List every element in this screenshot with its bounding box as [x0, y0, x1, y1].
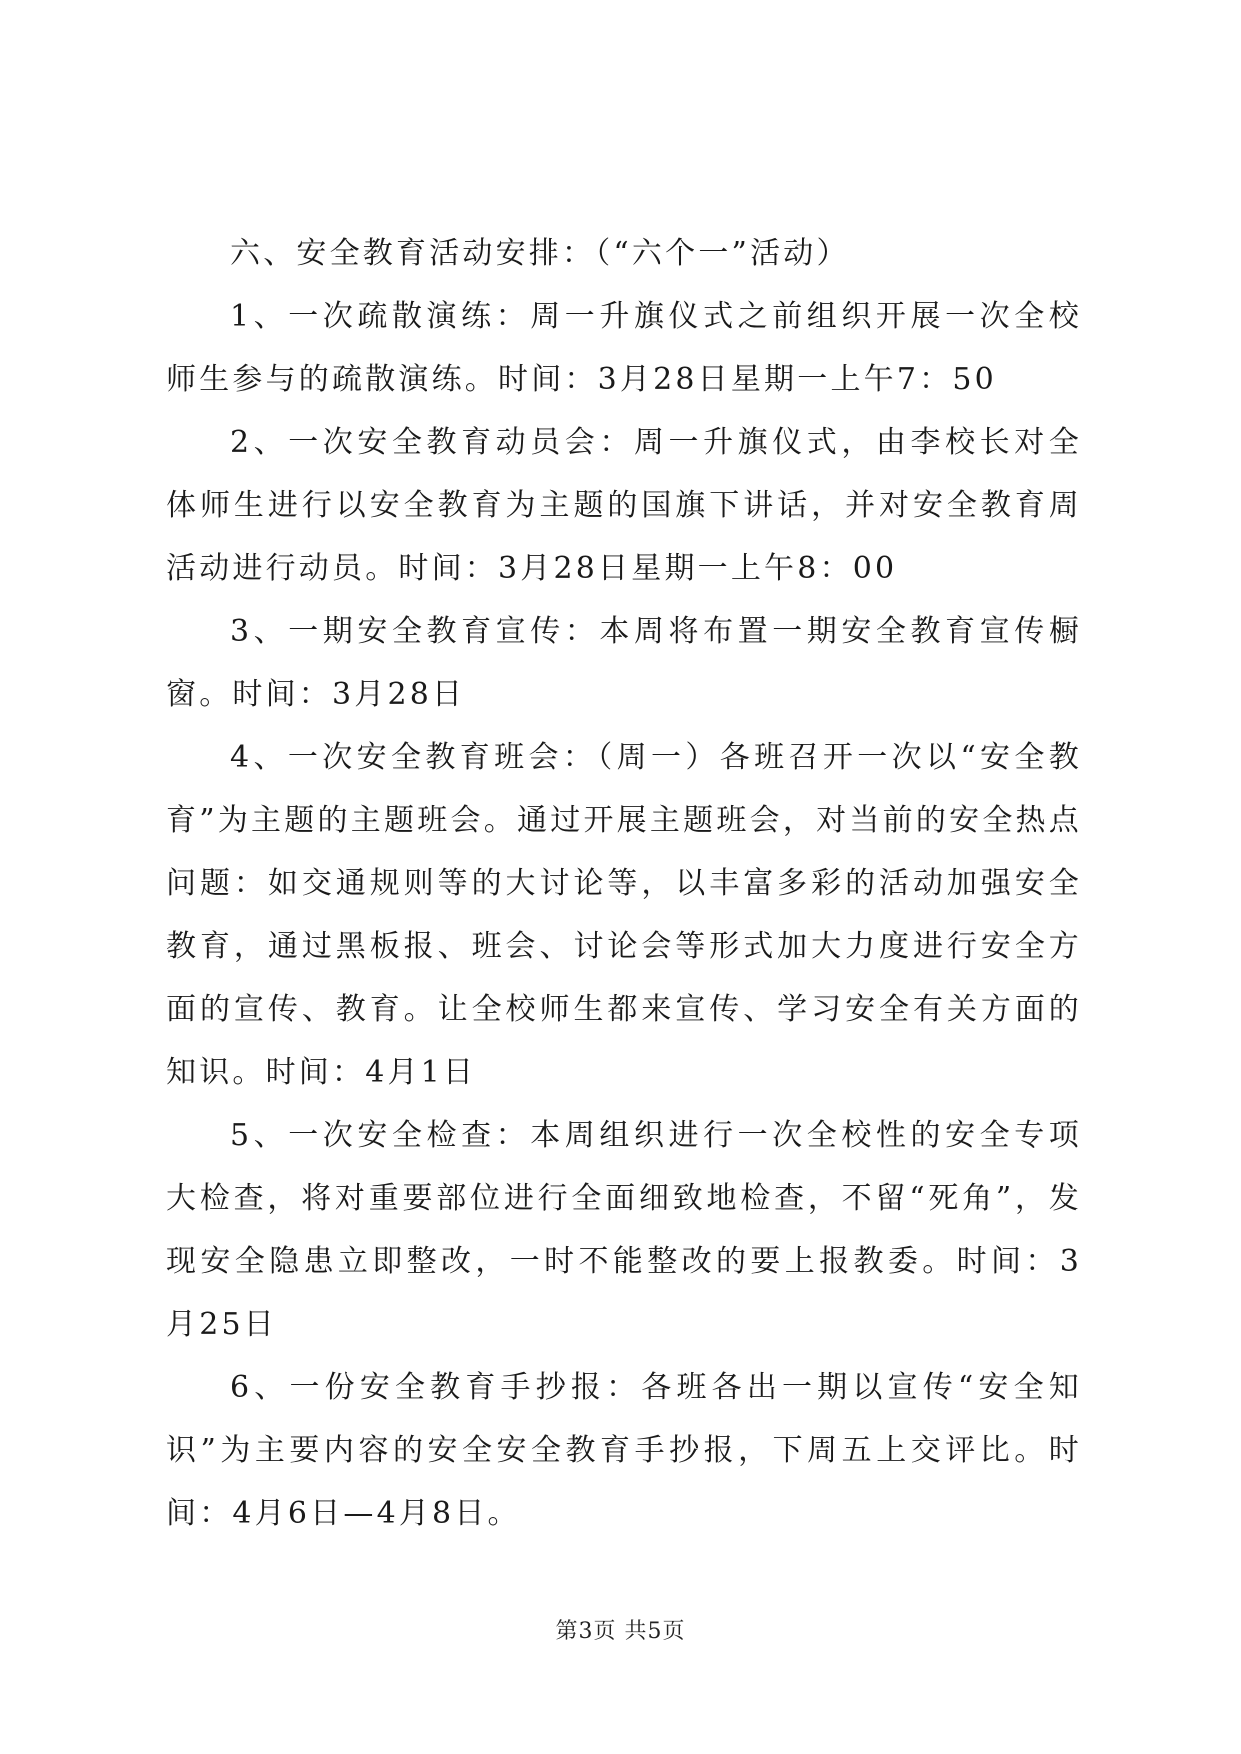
page-number-footer: 第3页 共5页 — [555, 1619, 686, 1644]
paragraph-item-4: 4、一次安全教育班会：（周一）各班召开一次以“安全教育”为主题的主题班会。通过开展主题班会，对当前的安全热点问题：如交通规则等的大讨论等，以丰富多彩的活动加强安全教育，通过黑板报、班会、讨论会等形式加大力度进行安全方面的宣传、教育。让全校师生都来宣传、学习安全有关方面的知识。时间：4月1日 — [166, 740, 1082, 1090]
document-body — [166, 222, 1082, 1545]
paragraph-item-5: 5、一次安全检查：本周组织进行一次全校性的安全专项大检查，将对重要部位进行全面细致地检查，不留“死角”，发现安全隐患立即整改，一时不能整改的要上报教委。时间：3月25日 — [166, 1118, 1082, 1342]
paragraph-item-2: 2、一次安全教育动员会：周一升旗仪式，由李校长对全体师生进行以安全教育为主题的国旗下讲话，并对安全教育周活动进行动员。时间：3月28日星期一上午8：00 — [166, 425, 1082, 586]
paragraph-item-6: 6、一份安全教育手抄报：各班各出一期以宣传“安全知识”为主要内容的安全安全教育手抄报，下周五上交评比。时间：4月6日—4月8日。 — [166, 1370, 1082, 1531]
section-heading: 六、安全教育活动安排：（“六个一”活动） — [230, 236, 850, 271]
paragraph-item-3: 3、一期安全教育宣传：本周将布置一期安全教育宣传橱窗。时间：3月28日 — [166, 614, 1082, 712]
paragraph-item-1: 1、一次疏散演练：周一升旗仪式之前组织开展一次全校师生参与的疏散演练。时间：3月28日星期一上午7：50 — [166, 299, 1082, 397]
